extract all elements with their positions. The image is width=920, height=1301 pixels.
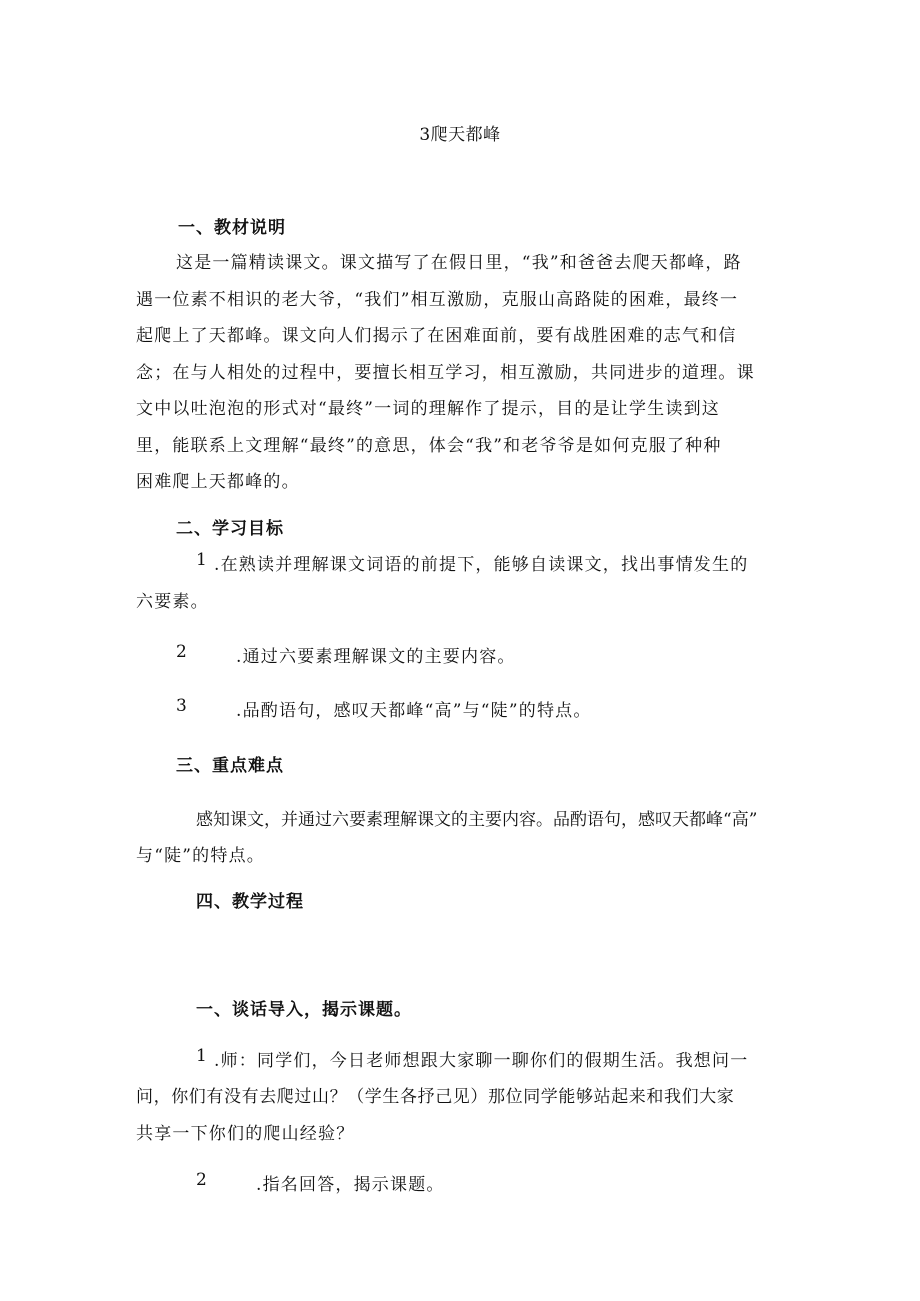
section-heading-goals: 二、学习目标 [176,519,284,539]
list-number: 2 [196,1170,207,1190]
list-item-line: 问，你们有没有去爬过山？（学生各抒己见）那位同学能够站起来和我们大家 [136,1087,735,1107]
list-item-line: 六要素。 [136,592,209,612]
section-heading-key-points: 三、重点难点 [176,756,284,776]
list-item-line: .品酌语句，感叹天都峰“高”与“陡”的特点。 [236,701,592,721]
section-heading-process: 四、教学过程 [196,892,304,912]
paragraph-line: 文中以吐泡泡的形式对“最终”一词的理解作了提示，目的是让学生读到这 [136,399,720,419]
list-item-line: .师：同学们，今日老师想跟大家聊一聊你们的假期生活。我想问一 [214,1051,749,1071]
paragraph-line: 困难爬上天都峰的。 [136,472,300,492]
paragraph-line: 感知课文，并通过六要素理解课文的主要内容。品酌语句，感叹天都峰“高” [196,810,758,830]
list-number: 1 [196,550,207,570]
list-item-line: .在熟读并理解课文词语的前提下，能够自读课文，找出事情发生的 [214,555,749,575]
list-item-line: 共享一下你们的爬山经验？ [136,1124,355,1144]
paragraph-line: 里，能联系上文理解“最终”的意思，体会“我”和老爷爷是如何克服了种种 [136,436,722,456]
subsection-heading-intro: 一、谈话导入，揭示课题。 [196,1000,412,1020]
paragraph-line: 这是一篇精读课文。课文描写了在假日里，“我”和爸爸去爬天都峰，路 [176,253,742,273]
page-title: 3爬天都峰 [419,125,501,145]
list-number: 1 [196,1046,207,1066]
paragraph-line: 念；在与人相处的过程中，要擅长相互学习，相互激励，共同进步的道理。课 [136,363,755,383]
list-item-line: .通过六要素理解课文的主要内容。 [236,647,516,667]
paragraph-line: 起爬上了天都峰。课文向人们揭示了在困难面前，要有战胜困难的志气和信 [136,326,737,346]
list-number: 2 [176,642,187,662]
list-item-line: .指名回答，揭示课题。 [256,1175,445,1195]
list-number: 3 [176,696,187,716]
paragraph-line: 与“陡”的特点。 [136,846,265,866]
paragraph-line: 遇一位素不相识的老大爷，“我们”相互激励，克服山高路陡的困难，最终一 [136,290,739,310]
section-heading-materials: 一、教材说明 [178,218,286,238]
